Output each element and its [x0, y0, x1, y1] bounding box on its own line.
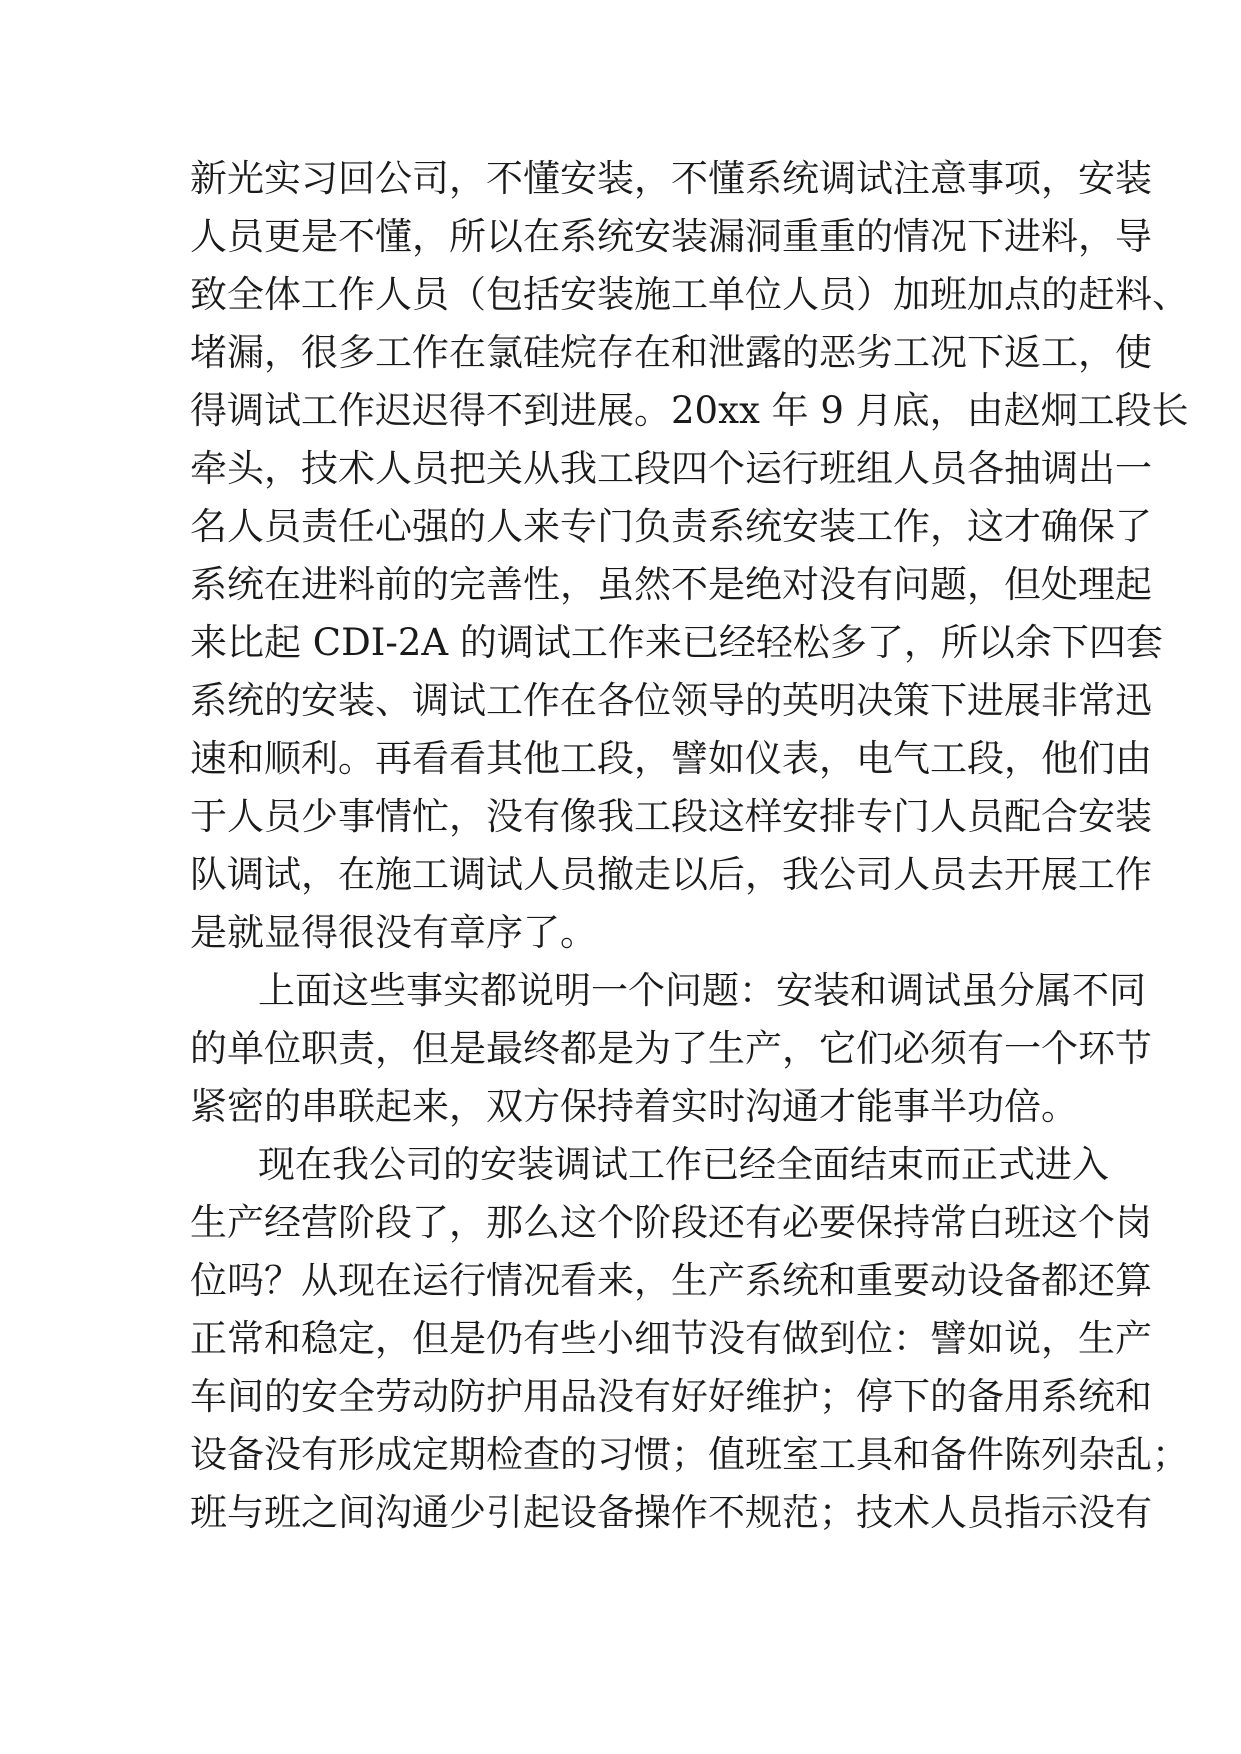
- paragraph-line: 于人员少事情忙，没有像我工段这样安排专门人员配合安装: [190, 795, 1152, 838]
- paragraph-line: 系统的安装、调试工作在各位领导的英明决策下进展非常迅: [190, 679, 1152, 722]
- paragraph-line: 来比起 CDI-2A 的调试工作来已经轻松多了，所以余下四套: [190, 621, 1163, 664]
- paragraph-line: 致全体工作人员（包括安装施工单位人员）加班加点的赶料、: [190, 273, 1189, 316]
- paragraph-line: 人员更是不懂，所以在系统安装漏洞重重的情况下进料，导: [190, 215, 1152, 258]
- paragraph-line: 系统在进料前的完善性，虽然不是绝对没有问题，但处理起: [190, 563, 1152, 606]
- paragraph-line: 新光实习回公司，不懂安装，不懂系统调试注意事项，安装: [190, 157, 1152, 200]
- paragraph-line: 得调试工作迟迟得不到进展。20xx 年 9 月底，由赵炯工段长: [190, 389, 1189, 432]
- paragraph-line: 的单位职责，但是最终都是为了生产，它们必须有一个环节: [190, 1027, 1152, 1070]
- paragraph-line: 正常和稳定，但是仍有些小细节没有做到位：譬如说，生产: [190, 1317, 1152, 1360]
- paragraph-line: 队调试，在施工调试人员撤走以后，我公司人员去开展工作: [190, 853, 1152, 896]
- paragraph-line: 上面这些事实都说明一个问题：安装和调试虽分属不同: [258, 969, 1146, 1012]
- paragraph-line: 生产经营阶段了，那么这个阶段还有必要保持常白班这个岗: [190, 1201, 1152, 1244]
- paragraph-line: 紧密的串联起来，双方保持着实时沟通才能事半功倍。: [190, 1085, 1078, 1128]
- paragraph-line: 牵头，技术人员把关从我工段四个运行班组人员各抽调出一: [190, 447, 1152, 490]
- paragraph-line: 速和顺利。再看看其他工段，譬如仪表，电气工段，他们由: [190, 737, 1152, 780]
- paragraph-line: 位吗？从现在运行情况看来，生产系统和重要动设备都还算: [190, 1259, 1152, 1302]
- paragraph-line: 名人员责任心强的人来专门负责系统安装工作，这才确保了: [190, 505, 1152, 548]
- paragraph-line: 车间的安全劳动防护用品没有好好维护；停下的备用系统和: [190, 1375, 1152, 1418]
- paragraph-line: 现在我公司的安装调试工作已经全面结束而正式进入: [258, 1143, 1109, 1186]
- paragraph-line: 是就显得很没有章序了。: [190, 911, 597, 954]
- paragraph-line: 设备没有形成定期检查的习惯；值班室工具和备件陈列杂乱；: [190, 1433, 1189, 1476]
- paragraph-line: 堵漏，很多工作在氯硅烷存在和泄露的恶劣工况下返工，使: [190, 331, 1152, 374]
- paragraph-line: 班与班之间沟通少引起设备操作不规范；技术人员指示没有: [190, 1491, 1152, 1534]
